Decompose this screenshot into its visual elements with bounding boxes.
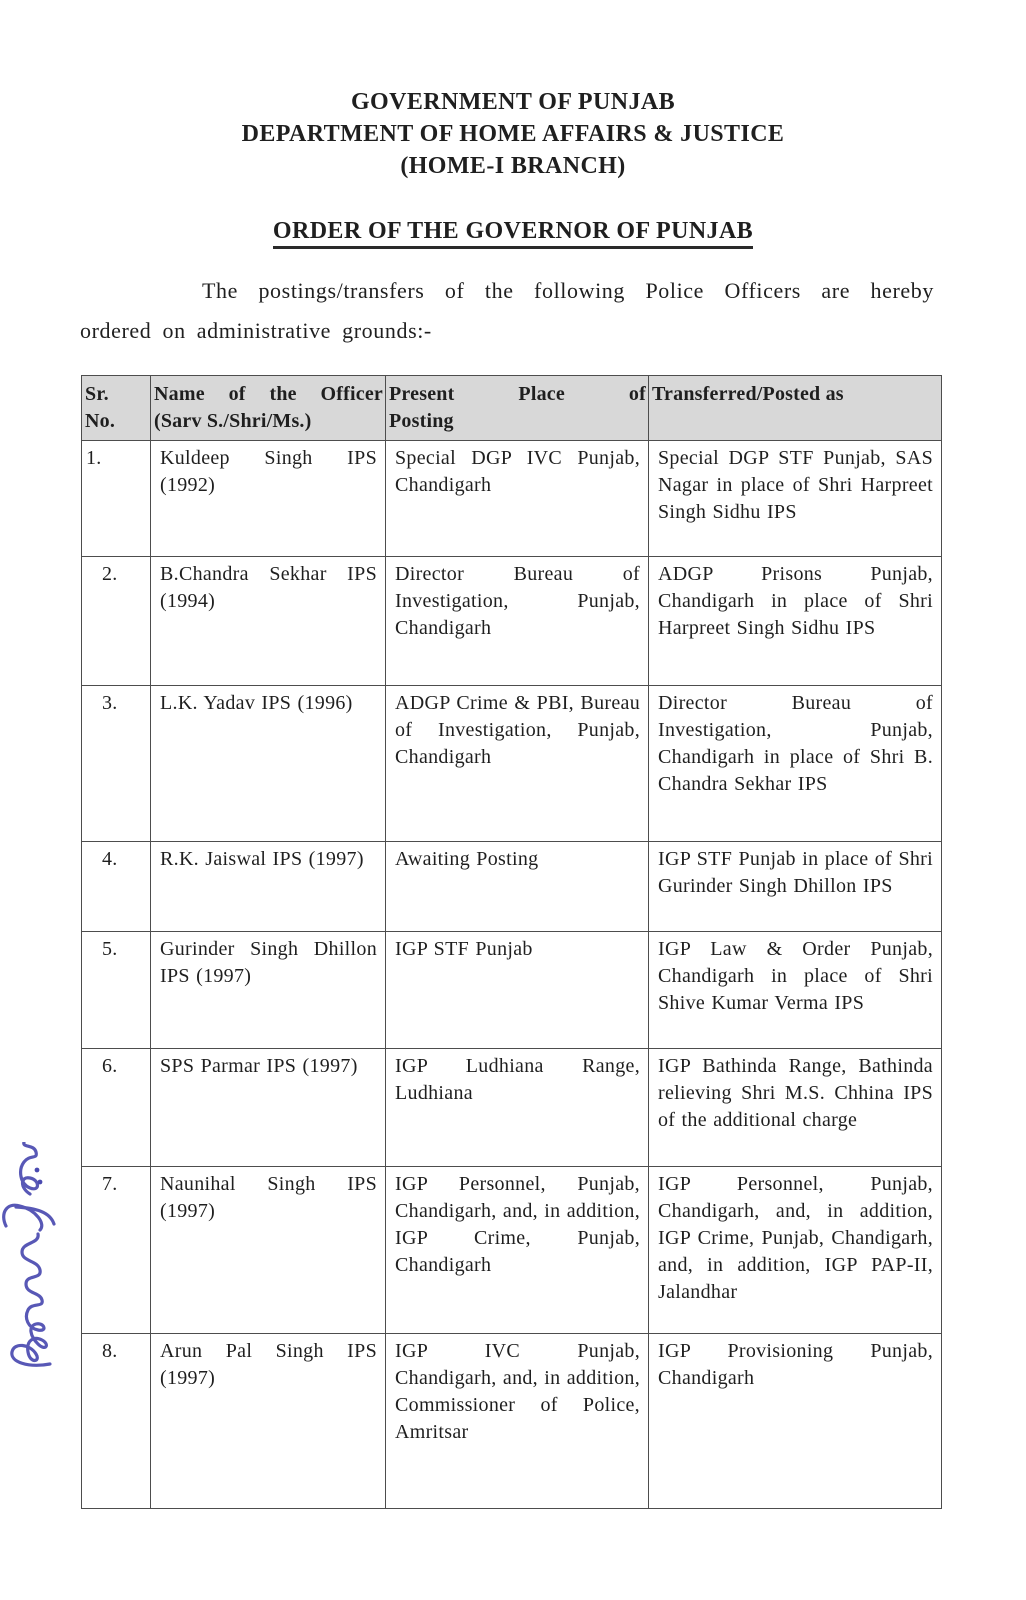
cell-transferred: IGP Law & Order Punjab, Chandigarh in place of Shri Shive Kumar Verma IPS bbox=[649, 932, 942, 1049]
table-row bbox=[82, 1049, 942, 1167]
document-header bbox=[0, 0, 1026, 182]
col-header-present-posting bbox=[386, 376, 649, 441]
col-header-sr-line2: No. bbox=[85, 410, 116, 432]
cell-present-posting: Special DGP IVC Punjab, Chandigarh bbox=[386, 441, 649, 557]
cell-transferred: IGP Bathinda Range, Bathinda relieving Shri M.S. Chhina IPS of the additional charge bbox=[649, 1049, 942, 1167]
col-header-transferred bbox=[649, 376, 942, 441]
cell-sr-no: 4. bbox=[82, 842, 151, 932]
cell-sr-no: 3. bbox=[82, 686, 151, 842]
table-row bbox=[82, 842, 942, 932]
order-heading: ORDER OF THE GOVERNOR OF PUNJAB bbox=[273, 218, 753, 249]
table-row bbox=[82, 1334, 942, 1509]
table-row bbox=[82, 932, 942, 1049]
cell-transferred: Special DGP STF Punjab, SAS Nagar in place of Shri Harpreet Singh Sidhu IPS bbox=[649, 441, 942, 557]
cell-sr-no: 7. bbox=[82, 1167, 151, 1334]
table-row bbox=[82, 441, 942, 557]
col-header-sr-no bbox=[82, 376, 151, 441]
cell-transferred: IGP STF Punjab in place of Shri Gurinder Singh Dhillon IPS bbox=[649, 842, 942, 932]
cell-present-posting: IGP Personnel, Punjab, Chandigarh, and, in addition, IGP Crime, Punjab, Chandigarh bbox=[386, 1167, 649, 1334]
cell-transferred: IGP Personnel, Punjab, Chandigarh, and, in addition, IGP Crime, Punjab, Chandigarh, and, in addition, IGP PAP-II, Jalandhar bbox=[649, 1167, 942, 1334]
cell-sr-no: 5. bbox=[82, 932, 151, 1049]
col-header-present-line1: Present Place of bbox=[389, 383, 646, 405]
col-header-officer-line2: (Sarv S./Shri/Ms.) bbox=[154, 410, 312, 432]
cell-present-posting: IGP Ludhiana Range, Ludhiana bbox=[386, 1049, 649, 1167]
handwritten-signature-ink bbox=[0, 1142, 58, 1374]
cell-sr-no: 2. bbox=[82, 557, 151, 686]
cell-officer-name: Kuldeep Singh IPS (1992) bbox=[151, 441, 386, 557]
cell-present-posting: Awaiting Posting bbox=[386, 842, 649, 932]
cell-sr-no: 6. bbox=[82, 1049, 151, 1167]
cell-officer-name: Gurinder Singh Dhillon IPS (1997) bbox=[151, 932, 386, 1049]
col-header-transferred-line1: Transferred/Posted as bbox=[652, 383, 844, 405]
col-header-sr-line1: Sr. bbox=[85, 383, 109, 405]
cell-officer-name: R.K. Jaiswal IPS (1997) bbox=[151, 842, 386, 932]
cell-officer-name: Naunihal Singh IPS (1997) bbox=[151, 1167, 386, 1334]
cell-present-posting: IGP IVC Punjab, Chandigarh, and, in addition, Commissioner of Police, Amritsar bbox=[386, 1334, 649, 1509]
table-row bbox=[82, 557, 942, 686]
cell-sr-no: 1. bbox=[82, 441, 151, 557]
cell-present-posting: ADGP Crime & PBI, Bureau of Investigation, Punjab, Chandigarh bbox=[386, 686, 649, 842]
cell-transferred: IGP Provisioning Punjab, Chandigarh bbox=[649, 1334, 942, 1509]
signature-colon-dot bbox=[35, 1168, 40, 1173]
cell-officer-name: Arun Pal Singh IPS (1997) bbox=[151, 1334, 386, 1509]
signature-colon-dot bbox=[38, 1180, 43, 1185]
col-header-officer-name bbox=[151, 376, 386, 441]
col-header-officer-line1: Name of the Officer bbox=[154, 383, 383, 405]
intro-paragraph: The postings/transfers of the following Police Officers are hereby ordered on administrative grounds:- bbox=[80, 278, 934, 343]
table-row bbox=[82, 1167, 942, 1334]
cell-officer-name: SPS Parmar IPS (1997) bbox=[151, 1049, 386, 1167]
cell-sr-no: 8. bbox=[82, 1334, 151, 1509]
gov-title: GOVERNMENT OF PUNJAB bbox=[350, 89, 675, 115]
cell-present-posting: IGP STF Punjab bbox=[386, 932, 649, 1049]
table-row bbox=[82, 686, 942, 842]
order-heading-wrap bbox=[0, 218, 1026, 249]
cell-present-posting: Director Bureau of Investigation, Punjab, Chandigarh bbox=[386, 557, 649, 686]
col-header-present-line2: Posting bbox=[389, 410, 454, 432]
cell-transferred: ADGP Prisons Punjab, Chandigarh in place of Shri Harpreet Singh Sidhu IPS bbox=[649, 557, 942, 686]
cell-officer-name: B.Chandra Sekhar IPS (1994) bbox=[151, 557, 386, 686]
postings-table bbox=[81, 375, 942, 1509]
table-header-row bbox=[82, 376, 942, 441]
cell-transferred: Director Bureau of Investigation, Punjab, Chandigarh in place of Shri B. Chandra Sekhar IPS bbox=[649, 686, 942, 842]
cell-officer-name: L.K. Yadav IPS (1996) bbox=[151, 686, 386, 842]
department-title: DEPARTMENT OF HOME AFFAIRS & JUSTICE bbox=[241, 121, 785, 147]
branch-title: (HOME-I BRANCH) bbox=[400, 153, 626, 179]
